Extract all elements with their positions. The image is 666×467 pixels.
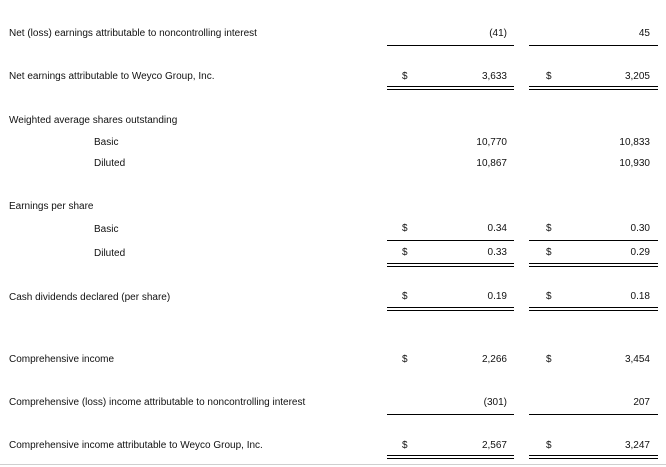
value-wavg-basic-col1: 10,770: [476, 137, 507, 148]
value-wavg-diluted-col1: 10,867: [476, 158, 507, 169]
row-label-eps-diluted: Diluted: [94, 248, 126, 259]
currency-comp-income-col2: $: [546, 354, 552, 365]
value-eps-diluted-col2: 0.29: [630, 247, 650, 258]
value-net-weyco-col2: 3,205: [624, 71, 650, 82]
row-label-weighted-average: Weighted average shares outstanding: [9, 115, 178, 126]
underline-nci-col1: [387, 45, 514, 46]
double-underline-dividends-col1: [387, 307, 514, 311]
value-comp-nci-col2: 207: [633, 397, 650, 408]
underline-comp-nci-col1: [387, 414, 514, 415]
row-label-eps-basic: Basic: [94, 224, 119, 235]
value-eps-basic-col1: 0.34: [487, 223, 507, 234]
row-label-eps: Earnings per share: [9, 201, 94, 212]
row-label-wavg-diluted: Diluted: [94, 158, 126, 169]
currency-eps-basic-col2: $: [546, 223, 552, 234]
value-comp-weyco-col2: 3,247: [624, 440, 650, 451]
value-wavg-basic-col2: 10,833: [619, 137, 650, 148]
underline-eps-basic-col1: [387, 240, 514, 241]
currency-net-weyco-col2: $: [546, 71, 552, 82]
value-nci-col1: (41): [489, 28, 507, 39]
bottom-divider: [0, 464, 666, 465]
value-comp-income-col1: 2,266: [481, 354, 507, 365]
double-underline-comp-weyco-col2: [529, 455, 658, 459]
currency-eps-basic-col1: $: [402, 223, 408, 234]
value-eps-diluted-col1: 0.33: [487, 247, 507, 258]
double-underline-eps-diluted-col2: [529, 263, 658, 267]
value-dividends-col1: 0.19: [487, 291, 507, 302]
value-comp-income-col2: 3,454: [624, 354, 650, 365]
double-underline-net-weyco-col1: [387, 86, 514, 90]
row-label-comp-nci: Comprehensive (loss) income attributable to noncontrolling interest: [9, 397, 306, 408]
row-label-dividends: Cash dividends declared (per share): [9, 292, 171, 303]
currency-dividends-col2: $: [546, 291, 552, 302]
currency-comp-weyco-col1: $: [402, 440, 408, 451]
currency-comp-income-col1: $: [402, 354, 408, 365]
underline-eps-basic-col2: [529, 240, 658, 241]
row-label-net-weyco: Net earnings attributable to Weyco Group, Inc.: [9, 71, 215, 82]
value-wavg-diluted-col2: 10,930: [619, 158, 650, 169]
underline-comp-nci-col2: [529, 414, 658, 415]
currency-eps-diluted-col2: $: [546, 247, 552, 258]
row-label-comp-weyco: Comprehensive income attributable to Weyco Group, Inc.: [9, 440, 263, 451]
value-eps-basic-col2: 0.30: [630, 223, 650, 234]
double-underline-net-weyco-col2: [529, 86, 658, 90]
row-label-comprehensive-income: Comprehensive income: [9, 354, 115, 365]
double-underline-comp-weyco-col1: [387, 455, 514, 459]
value-dividends-col2: 0.18: [630, 291, 650, 302]
value-comp-nci-col1: (301): [483, 397, 507, 408]
double-underline-dividends-col2: [529, 307, 658, 311]
currency-dividends-col1: $: [402, 291, 408, 302]
value-nci-col2: 45: [638, 28, 650, 39]
double-underline-eps-diluted-col1: [387, 263, 514, 267]
value-net-weyco-col1: 3,633: [481, 71, 507, 82]
underline-nci-col2: [529, 45, 658, 46]
currency-comp-weyco-col2: $: [546, 440, 552, 451]
row-label-wavg-basic: Basic: [94, 137, 119, 148]
value-comp-weyco-col1: 2,567: [481, 440, 507, 451]
row-label-nci: Net (loss) earnings attributable to noncontrolling interest: [9, 28, 257, 39]
currency-net-weyco-col1: $: [402, 71, 408, 82]
currency-eps-diluted-col1: $: [402, 247, 408, 258]
